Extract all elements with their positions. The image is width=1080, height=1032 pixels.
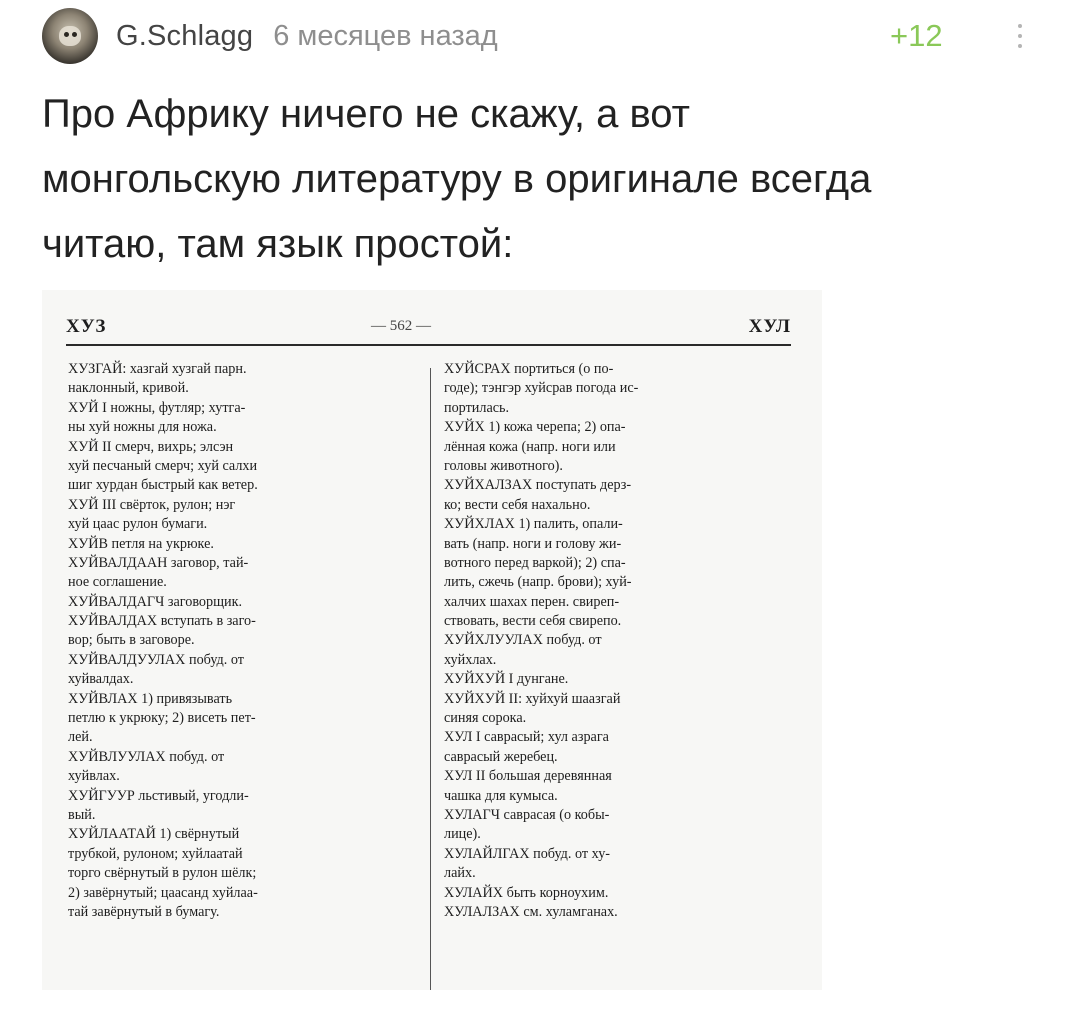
- comment-text-line: Про Африку ничего не скажу, а вот: [42, 92, 690, 136]
- header-right-word: ХУЛ: [748, 316, 791, 337]
- dictionary-line: лей.: [68, 729, 93, 746]
- rating-score: +12: [890, 18, 943, 53]
- dictionary-line: ХУЙВАЛДУУЛАХ побуд. от: [68, 651, 244, 668]
- dictionary-line: 2) завёрнутый; цаасанд хуйлаа-: [68, 884, 258, 901]
- dictionary-line: хуйхлах.: [444, 651, 497, 668]
- page-number: — 562 —: [371, 318, 431, 334]
- dictionary-line: наклонный, кривой.: [68, 380, 189, 397]
- header-left-word: ХУЗ: [66, 316, 107, 337]
- more-dot: [1018, 44, 1022, 48]
- dictionary-line: ХУЙГУУР льстивый, угодли-: [68, 787, 249, 804]
- dictionary-line: вать (напр. ноги и голову жи-: [444, 535, 622, 552]
- dictionary-line: хуй песчаный смерч; хуй салхи: [68, 457, 258, 474]
- more-vertical-icon[interactable]: [1006, 18, 1034, 54]
- dictionary-line: тай завёрнутый в бумагу.: [68, 903, 220, 920]
- dictionary-line: трубкой, рулоном; хуйлаатай: [68, 845, 243, 862]
- comment-text: [42, 82, 1042, 277]
- dictionary-line: ХУЙХУЙ I дунгане.: [444, 671, 569, 688]
- dictionary-line: ХУЗГАЙ: хазгай хузгай парн.: [68, 361, 247, 377]
- dictionary-line: ХУЙЛААТАЙ 1) свёрнутый: [68, 826, 240, 843]
- dictionary-line: халчих шахах перен. свиреп-: [444, 593, 620, 610]
- dictionary-line: ХУЛ I саврасый; хул азрага: [444, 729, 609, 746]
- dictionary-line: лённая кожа (напр. ноги или: [444, 438, 616, 455]
- dictionary-line: ХУЙХ 1) кожа черепа; 2) опа-: [444, 419, 626, 436]
- dictionary-line: вый.: [68, 806, 96, 823]
- dictionary-line: ХУЙХЛАХ 1) палить, опали-: [444, 516, 623, 533]
- dictionary-line: ХУЙ I ножны, футляр; хутга-: [68, 399, 246, 416]
- comment-text-line: читаю, там язык простой:: [42, 222, 514, 266]
- dictionary-line: ХУЙХАЛЗАХ поступать дерз-: [444, 477, 632, 494]
- dictionary-line: годе); тэнгэр хуйсрав погода ис-: [444, 380, 639, 397]
- dictionary-line: ХУЛАЙХ быть корноухим.: [444, 884, 609, 901]
- dictionary-line: ХУЙВАЛДАГЧ заговорщик.: [68, 593, 243, 610]
- dictionary-line: саврасый жеребец.: [444, 748, 558, 765]
- dictionary-line: чашка для кумыса.: [444, 787, 558, 804]
- more-dot: [1018, 24, 1022, 28]
- column-divider: [430, 368, 431, 990]
- dictionary-line: ХУЙХЛУУЛАХ побуд. от: [444, 632, 602, 649]
- dictionary-line: хуйвалдах.: [68, 671, 134, 688]
- dictionary-line: ХУЛ II большая деревянная: [444, 768, 612, 785]
- dictionary-line: ХУЛАЛЗАХ см. хуламганах.: [444, 903, 618, 920]
- dictionary-line: петлю к укрюку; 2) висеть пет-: [68, 710, 256, 727]
- dictionary-line: ХУЙСРАХ портиться (о по-: [444, 361, 614, 377]
- avatar-eye-left: [64, 32, 69, 37]
- dictionary-line: торго свёрнутый в рулон шёлк;: [68, 865, 257, 882]
- dictionary-line: лить, сжечь (напр. брови); хуй-: [444, 574, 632, 591]
- dictionary-line: вотного перед варкой); 2) спа-: [444, 554, 626, 571]
- dictionary-line: головы животного).: [444, 457, 563, 474]
- dictionary-line: синяя сорока.: [444, 710, 527, 727]
- dictionary-line: ствовать, вести себя свирепо.: [444, 613, 622, 630]
- more-dot: [1018, 34, 1022, 38]
- dictionary-line: портилась.: [444, 399, 510, 416]
- dictionary-line: лайх.: [444, 865, 476, 882]
- dictionary-line: ХУЙВ петля на укрюке.: [68, 535, 214, 552]
- dictionary-line: вор; быть в заговоре.: [68, 632, 195, 649]
- dictionary-line: шиг хурдан быстрый как ветер.: [68, 477, 258, 494]
- hedgehog-avatar-icon: [59, 26, 81, 46]
- dictionary-line: ХУЙХУЙ II: хуйхуй шаазгай: [444, 690, 621, 707]
- dictionary-line: ны хуй ножны для ножа.: [68, 419, 217, 436]
- dictionary-line: ХУЙВЛАХ 1) привязывать: [68, 690, 233, 707]
- dictionary-line: ХУЛАЙЛГАХ побуд. от ху-: [444, 845, 611, 862]
- comment-timestamp: 6 месяцев назад: [273, 19, 498, 52]
- avatar-eye-right: [72, 32, 77, 37]
- dictionary-line: ХУЛАГЧ саврасая (о кобы-: [444, 806, 610, 823]
- username-link[interactable]: G.Schlagg: [116, 19, 254, 52]
- dictionary-page-header: [66, 316, 791, 346]
- dictionary-line: хуйвлах.: [68, 768, 120, 785]
- dictionary-column-right: [444, 360, 784, 922]
- dictionary-line: ХУЙВЛУУЛАХ побуд. от: [68, 748, 225, 765]
- dictionary-line: ХУЙВАЛДАХ вступать в заго-: [68, 613, 256, 630]
- dictionary-line: ко; вести себя нахально.: [444, 496, 591, 513]
- dictionary-line: лице).: [444, 826, 481, 843]
- dictionary-line: ХУЙВАЛДААН заговор, тай-: [68, 554, 249, 571]
- dictionary-line: ХУЙ II смерч, вихрь; элсэн: [68, 438, 234, 455]
- dictionary-line: хуй цаас рулон бумаги.: [68, 516, 208, 533]
- dictionary-line: ное соглашение.: [68, 574, 167, 591]
- avatar[interactable]: [42, 8, 98, 64]
- dictionary-line: ХУЙ III свёрток, рулон; нэг: [68, 496, 236, 513]
- dictionary-scan-image[interactable]: [42, 290, 822, 990]
- dictionary-column-left: [68, 360, 408, 922]
- comment-text-line: монгольскую литературу в оригинале всегда: [42, 157, 872, 201]
